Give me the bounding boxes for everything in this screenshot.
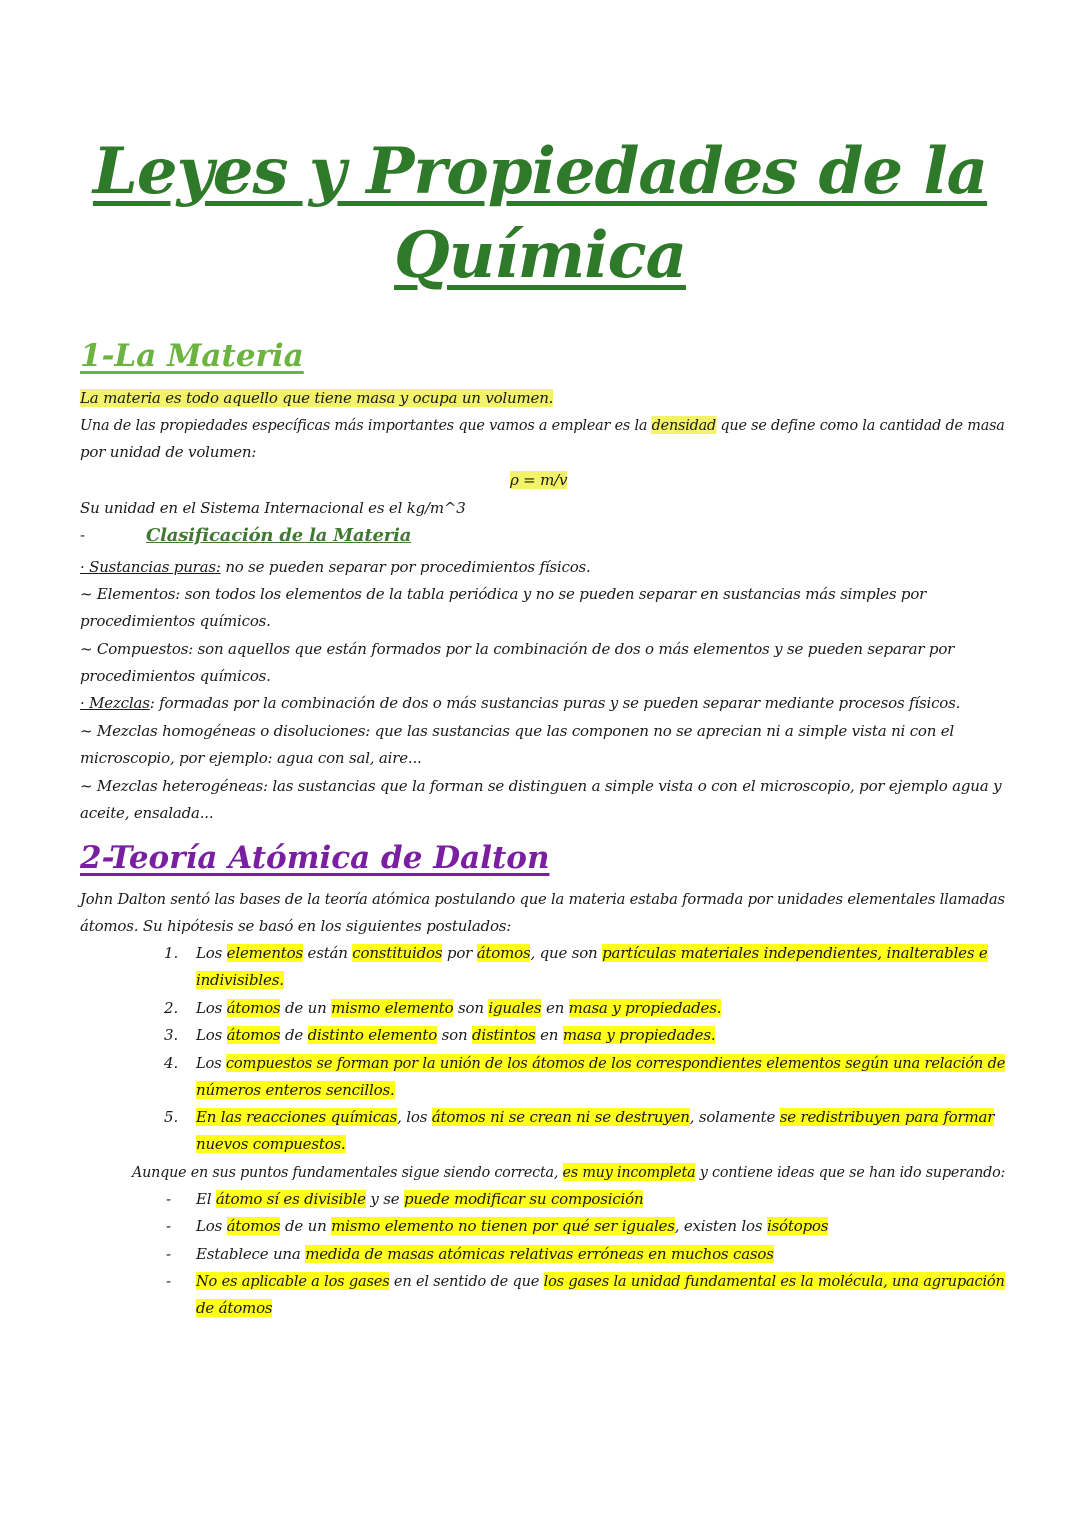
- dalton-intro-line2: átomos. Su hipótesis se basó en los siguientes postulados:: [80, 917, 512, 935]
- postulate-1-line1: Los elementos están constituidos por átomos, que son partículas materiales independientes, inalterables e: [196, 944, 988, 962]
- homogeneous-line2: microscopio, por ejemplo: agua con sal, aire...: [80, 749, 422, 767]
- postulate-number: 1.: [164, 944, 179, 962]
- postulate-5-line2: nuevos compuestos.: [196, 1135, 346, 1153]
- criticism-dash: -: [166, 1245, 172, 1263]
- si-unit-text: Su unidad en el Sistema Internacional es el kg/m^3: [80, 499, 466, 517]
- heterogeneous-line2: aceite, ensalada...: [80, 804, 214, 822]
- density-formula: ρ = m/v: [510, 471, 568, 489]
- density-paragraph-line1: Una de las propiedades específicas más importantes que vamos a emplear es la densidad que se define como la cantidad de masa: [80, 416, 1005, 434]
- criticism-4-line1: No es aplicable a los gases en el sentido de que los gases la unidad fundamental es la molécula, una agrupación: [196, 1272, 1005, 1290]
- elements-line2: procedimientos químicos.: [80, 612, 271, 630]
- postulate-number: 2.: [164, 999, 179, 1017]
- classification-subheading: Clasificación de la Materia: [146, 525, 412, 546]
- postulate-number: 4.: [164, 1054, 179, 1072]
- dalton-intro-line1: John Dalton sentó las bases de la teoría atómica postulando que la materia estaba formada por unidades elementales llamadas: [80, 890, 1005, 908]
- postulate-5-line1: En las reacciones químicas, los átomos ni se crean ni se destruyen, solamente se redistribuyen para formar: [196, 1108, 995, 1126]
- section1-heading: 1-La Materia: [80, 338, 304, 374]
- homogeneous-line1: ~ Mezclas homogéneas o disoluciones: que las sustancias que las componen no se aprecian ni a simple vista ni con el: [80, 722, 955, 740]
- criticism-dash: -: [166, 1272, 172, 1290]
- criticism-dash: -: [166, 1190, 172, 1208]
- postulate-number: 5.: [164, 1108, 179, 1126]
- density-paragraph-line2: por unidad de volumen:: [80, 443, 257, 461]
- although-paragraph: Aunque en sus puntos fundamentales sigue siendo correcta, es muy incompleta y contiene ideas que se han ido superando:: [132, 1163, 1006, 1181]
- subheading-dash: -: [80, 526, 85, 544]
- criticism-4-line2: de átomos: [196, 1299, 273, 1317]
- pure-substances-item: · Sustancias puras: no se pueden separar por procedimientos físicos.: [80, 558, 591, 576]
- document-title-line2: Química: [393, 218, 687, 293]
- materia-definition: La materia es todo aquello que tiene masa y ocupa un volumen.: [80, 389, 554, 407]
- elements-line1: ~ Elementos: son todos los elementos de la tabla periódica y no se pueden separar en sustancias más simples por: [80, 585, 927, 603]
- postulate-1-line2: indivisibles.: [196, 971, 284, 989]
- criticism-2: Los átomos de un mismo elemento no tienen por qué ser iguales, existen los isótopos: [196, 1217, 829, 1235]
- criticism-1: El átomo sí es divisible y se puede modificar su composición: [196, 1190, 644, 1208]
- postulate-2: Los átomos de un mismo elemento son iguales en masa y propiedades.: [196, 999, 722, 1017]
- postulate-3: Los átomos de distinto elemento son distintos en masa y propiedades.: [196, 1026, 716, 1044]
- postulate-4-line2: números enteros sencillos.: [196, 1081, 395, 1099]
- mixtures-item: · Mezclas: formadas por la combinación de dos o más sustancias puras y se pueden separar mediante procesos físicos.: [80, 694, 961, 712]
- postulate-number: 3.: [164, 1026, 179, 1044]
- section2-heading: 2-Teoría Atómica de Dalton: [80, 840, 550, 876]
- criticism-3: Establece una medida de masas atómicas relativas erróneas en muchos casos: [196, 1245, 774, 1263]
- criticism-dash: -: [166, 1217, 172, 1235]
- postulate-4-line1: Los compuestos se forman por la unión de los átomos de los correspondientes elementos según una relación de: [196, 1054, 1006, 1072]
- heterogeneous-line1: ~ Mezclas heterogéneas: las sustancias que la forman se distinguen a simple vista o con el microscopio, por ejemplo agua y: [80, 777, 1002, 795]
- compounds-line1: ~ Compuestos: son aquellos que están formados por la combinación de dos o más elementos y se pueden separar por: [80, 640, 955, 658]
- compounds-line2: procedimientos químicos.: [80, 667, 271, 685]
- document-title-line1: Leyes y Propiedades de la: [92, 134, 988, 209]
